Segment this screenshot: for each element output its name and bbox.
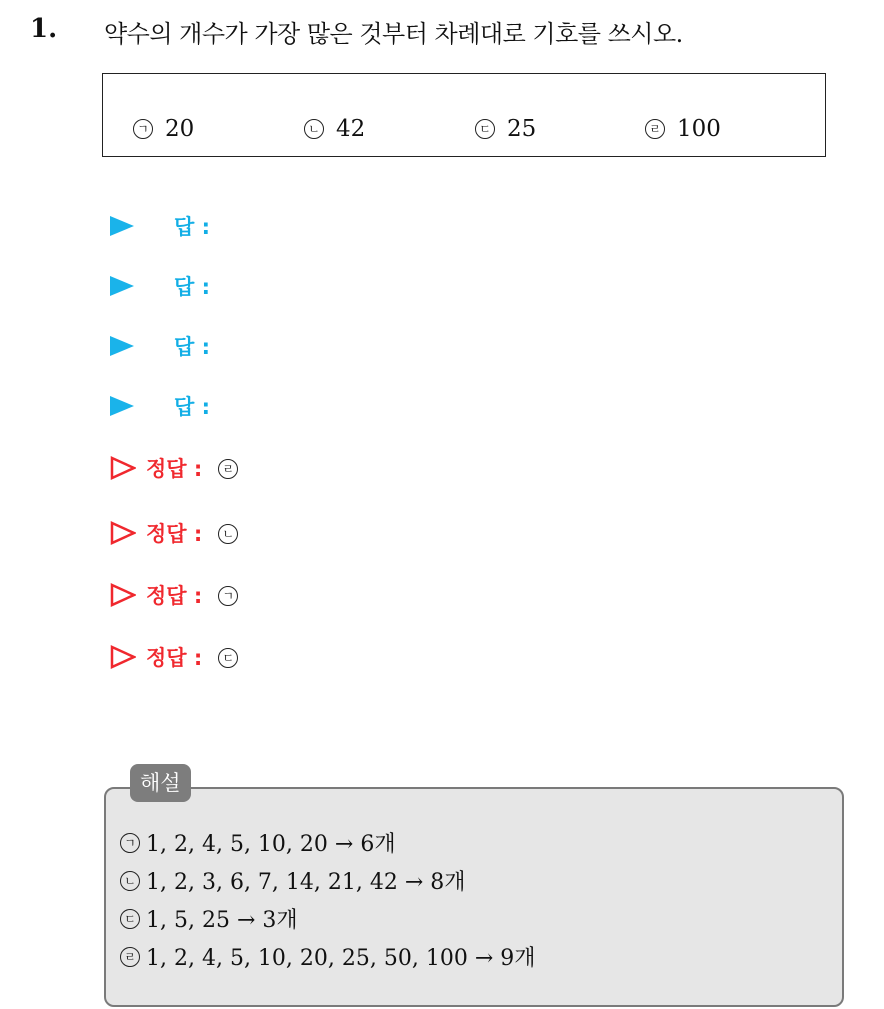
play-triangle-icon [110,216,134,236]
choice-value: 42 [336,116,366,142]
outline-triangle-icon [110,645,136,669]
circled-marker: ㄴ [304,119,324,139]
answer-row[interactable] [110,331,210,361]
answer-key-label: 정답 : [146,584,203,608]
answer-key-value [218,585,238,606]
play-triangle-icon [110,396,134,416]
explanation-text: 1, 2, 4, 5, 10, 20 → 6개 [146,832,396,857]
circled-marker: ㄷ [475,119,495,139]
answer-row[interactable] [110,391,210,421]
explanation-line [120,903,298,934]
choice-value: 100 [677,116,721,142]
choice-item [475,116,536,142]
explanation-line [120,827,396,858]
answer-label: 답 : [174,395,210,419]
play-triangle-icon [110,276,134,296]
answer-key-row [110,580,238,610]
circled-marker: ㄹ [218,459,238,479]
answer-label: 답 : [174,275,210,299]
circled-marker: ㄴ [120,871,140,891]
answer-key-row [110,642,238,672]
explanation-text: 1, 2, 3, 6, 7, 14, 21, 42 → 8개 [146,870,466,895]
circled-marker: ㄱ [133,119,153,139]
choice-item [304,116,365,142]
explanation-text: 1, 5, 25 → 3개 [146,908,298,933]
explanation-box [104,787,844,1007]
answer-row[interactable] [110,211,210,241]
circled-marker: ㄹ [645,119,665,139]
answer-key-label: 정답 : [146,522,203,546]
choice-item [133,116,194,142]
answer-label: 답 : [174,215,210,239]
answer-key-row [110,518,238,548]
choice-item [645,116,721,142]
question-text: 약수의 개수가 가장 많은 것부터 차례대로 기호를 쓰시오. [104,20,683,48]
explanation-text: 1, 2, 4, 5, 10, 20, 25, 50, 100 → 9개 [146,946,536,971]
outline-triangle-icon [110,456,136,480]
choice-value: 20 [165,116,195,142]
circled-marker: ㄴ [218,524,238,544]
choice-box [102,73,826,157]
explanation-tag: 해설 [130,764,191,802]
answer-key-label: 정답 : [146,457,203,481]
answer-key-label: 정답 : [146,646,203,670]
circled-marker: ㄷ [218,648,238,668]
answer-label: 답 : [174,335,210,359]
outline-triangle-icon [110,583,136,607]
answer-row[interactable] [110,271,210,301]
circled-marker: ㄱ [218,586,238,606]
explanation-line [120,941,536,972]
answer-key-value [218,523,238,544]
answer-key-value [218,458,238,479]
play-triangle-icon [110,336,134,356]
circled-marker: ㄷ [120,909,140,929]
outline-triangle-icon [110,521,136,545]
answer-key-value [218,647,238,668]
question-number: 1. [30,14,58,44]
circled-marker: ㄱ [120,833,140,853]
circled-marker: ㄹ [120,947,140,967]
choice-value: 25 [507,116,537,142]
answer-key-row [110,453,238,483]
explanation-line [120,865,466,896]
